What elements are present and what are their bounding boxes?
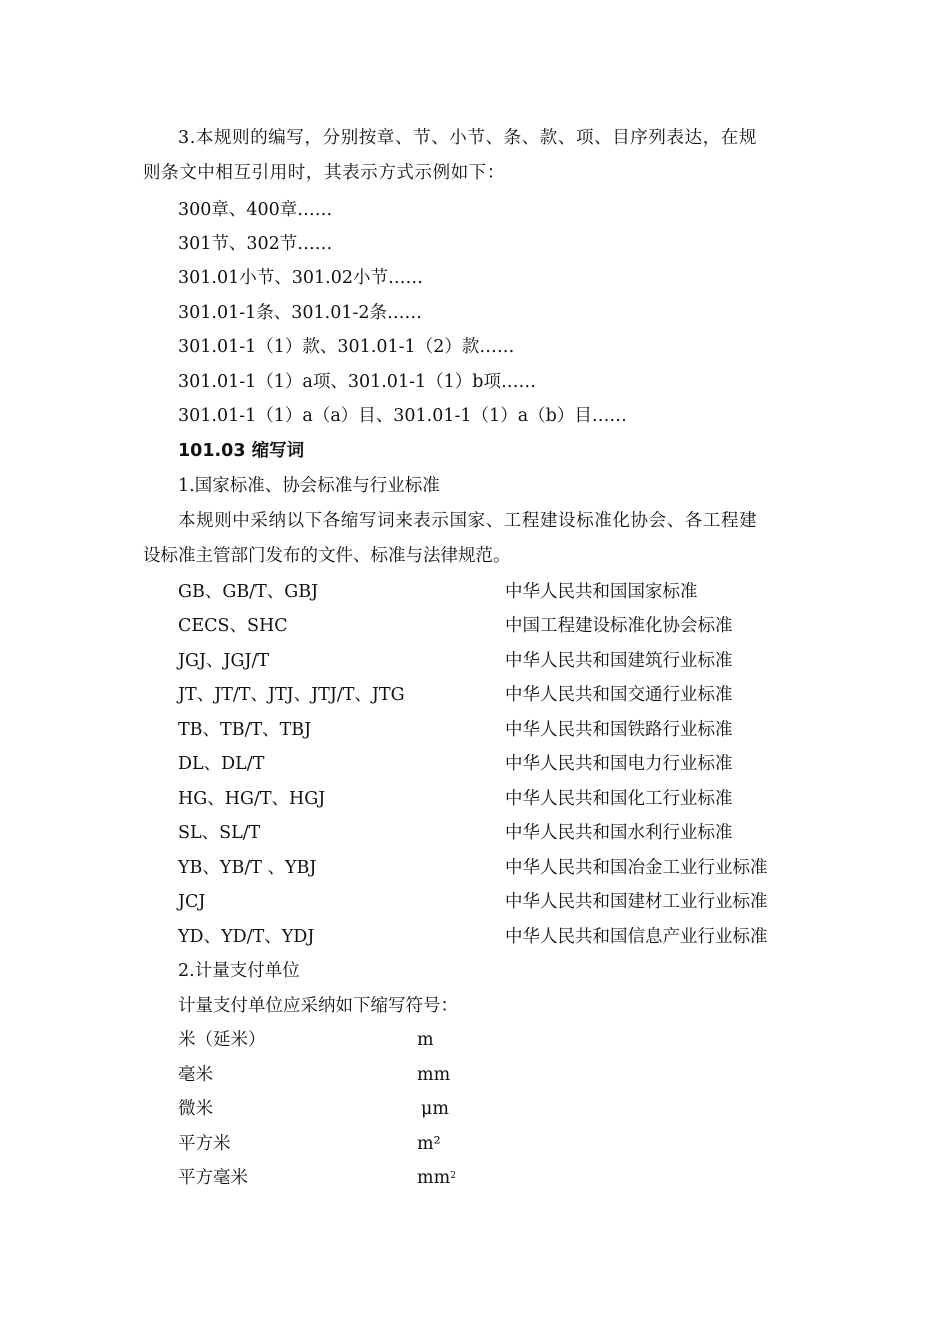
standard-abbr: SL、SL/T [178, 823, 261, 843]
standard-abbr: TB、TB/T、TBJ [178, 720, 312, 740]
unit-name: 米（延米） [178, 1030, 266, 1050]
unit-name: 微米 [178, 1099, 213, 1119]
example-line: 301.01小节、301.02小节…… [178, 268, 423, 288]
standard-abbr: HG、HG/T、HGJ [178, 789, 326, 809]
standard-abbr: JT、JT/T、JTJ、JTJ/T、JTG [178, 685, 405, 705]
unit-symbol: μm [421, 1099, 449, 1119]
example-line: 301.01-1（1）款、301.01-1（2）款…… [178, 337, 515, 357]
unit-symbol-superscript: 2 [450, 1171, 456, 1181]
standard-name: 中华人民共和国建材工业行业标准 [505, 892, 768, 912]
standard-abbr: DL、DL/T [178, 754, 265, 774]
unit-symbol [417, 1166, 456, 1190]
standard-name: 中华人民共和国化工行业标准 [505, 789, 733, 809]
unit-symbol: m² [417, 1134, 441, 1154]
example-line: 301节、302节…… [178, 234, 333, 254]
paragraph-line: 设标准主管部门发布的文件、标准与法律规范。 [143, 546, 511, 566]
standard-abbr: CECS、SHC [178, 616, 288, 636]
unit-symbol: m [417, 1030, 434, 1050]
unit-name: 平方毫米 [178, 1168, 248, 1188]
standard-name: 中华人民共和国交通行业标准 [505, 685, 733, 705]
standard-name: 中华人民共和国铁路行业标准 [505, 720, 733, 740]
section-heading: 101.03 缩写词 [178, 441, 305, 461]
standard-name: 中华人民共和国国家标准 [505, 582, 698, 602]
example-line: 300章、400章…… [178, 200, 333, 220]
standard-abbr: YD、YD/T、YDJ [178, 927, 315, 947]
standard-abbr: YB、YB/T 、YBJ [178, 858, 317, 878]
standard-name: 中华人民共和国冶金工业行业标准 [505, 858, 768, 878]
unit-name: 毫米 [178, 1065, 213, 1085]
subsection-title: 2.计量支付单位 [178, 961, 300, 981]
intro-line-1: 3.本规则的编写，分别按章、节、小节、条、款、项、目序列表达，在规 [178, 128, 757, 148]
standard-name: 中华人民共和国建筑行业标准 [505, 651, 733, 671]
subsection-title: 1.国家标准、协会标准与行业标准 [178, 476, 440, 496]
standard-abbr: GB、GB/T、GBJ [178, 582, 319, 602]
example-line: 301.01-1（1）a项、301.01-1（1）b项…… [178, 372, 536, 392]
standard-abbr: JGJ、JGJ/T [178, 651, 270, 671]
example-line: 301.01-1条、301.01-2条…… [178, 303, 423, 323]
intro-line-2: 则条文中相互引用时，其表示方式示例如下： [143, 163, 505, 183]
unit-symbol-base: mm [417, 1168, 451, 1188]
example-line: 301.01-1（1）a（a）目、301.01-1（1）a（b）目…… [178, 406, 627, 426]
standard-name: 中华人民共和国电力行业标准 [505, 754, 733, 774]
standard-name: 中华人民共和国水利行业标准 [505, 823, 733, 843]
unit-name: 平方米 [178, 1134, 231, 1154]
paragraph-line: 计量支付单位应采纳如下缩写符号： [178, 996, 458, 1016]
standard-name: 中国工程建设标准化协会标准 [505, 616, 733, 636]
unit-symbol: mm [417, 1065, 451, 1085]
standard-abbr: JCJ [178, 892, 206, 912]
standard-name: 中华人民共和国信息产业行业标准 [505, 927, 768, 947]
paragraph-line: 本规则中采纳以下各缩写词来表示国家、工程建设标准化协会、各工程建 [178, 511, 758, 531]
